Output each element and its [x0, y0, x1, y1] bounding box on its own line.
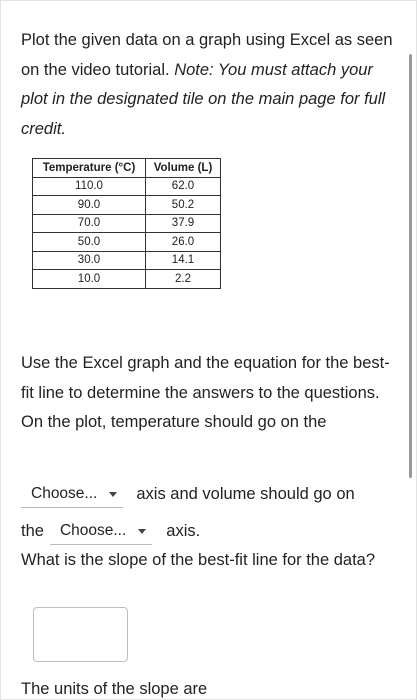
- slope-answer-input[interactable]: [33, 607, 128, 662]
- table-header-row: [33, 159, 221, 178]
- units-question-text: The units of the slope are: [21, 680, 208, 698]
- intro-plain: Plot the given data on a graph using Excel as seen on the video tutorial.: [21, 31, 393, 79]
- header-volume: Volume (L): [146, 159, 221, 178]
- slope-question: [21, 551, 375, 570]
- instructions-text: Use the Excel graph and the equation for the best-fit line to determine the answers to the questions.: [21, 354, 390, 402]
- instructions-block: [21, 349, 396, 438]
- table-row: [33, 270, 221, 289]
- intro-note: Note: You must attach your plot in the designated tile on the main page for full credit.: [21, 60, 386, 138]
- data-table: [32, 158, 221, 289]
- table-row: [33, 214, 221, 233]
- header-temperature: Temperature (°C): [33, 159, 146, 178]
- table-cell-temperature: 30.0: [33, 251, 146, 270]
- chevron-down-icon: [138, 529, 146, 534]
- axis-question-row-2: [21, 518, 200, 545]
- table-cell-temperature: 110.0: [33, 177, 146, 196]
- table-cell-volume: 26.0: [146, 233, 221, 252]
- dropdown-value: Choose...: [59, 522, 127, 539]
- table-cell-volume: 62.0: [146, 177, 221, 196]
- table-row: [33, 233, 221, 252]
- table-cell-volume: 50.2: [146, 196, 221, 215]
- table-row: [33, 196, 221, 215]
- axis-dropdown-temperature[interactable]: [21, 481, 123, 508]
- table-cell-temperature: 50.0: [33, 233, 146, 252]
- axis-instruction-text: On the plot, temperature should go on the: [21, 413, 327, 431]
- slope-question-text: What is the slope of the best-fit line for the data?: [21, 551, 376, 569]
- table-cell-temperature: 10.0: [33, 270, 146, 289]
- axis-prefix-text: the: [21, 522, 44, 540]
- question-content: [21, 26, 396, 144]
- axis-dropdown-volume[interactable]: [50, 518, 152, 545]
- table-cell-temperature: 90.0: [33, 196, 146, 215]
- chevron-down-icon: [109, 492, 117, 497]
- table-cell-temperature: 70.0: [33, 214, 146, 233]
- table-cell-volume: 37.9: [146, 214, 221, 233]
- axis-suffix-text: axis.: [166, 522, 201, 540]
- intro-text: [21, 26, 396, 144]
- table-row: [33, 177, 221, 196]
- table-cell-volume: 14.1: [146, 251, 221, 270]
- dropdown-value: Choose...: [31, 485, 98, 502]
- scrollbar[interactable]: [409, 54, 412, 478]
- table-cell-volume: 2.2: [146, 270, 221, 289]
- axis-question-row-1: [21, 481, 355, 508]
- axis-suffix-text: axis and volume should go on: [136, 485, 355, 503]
- table-row: [33, 251, 221, 270]
